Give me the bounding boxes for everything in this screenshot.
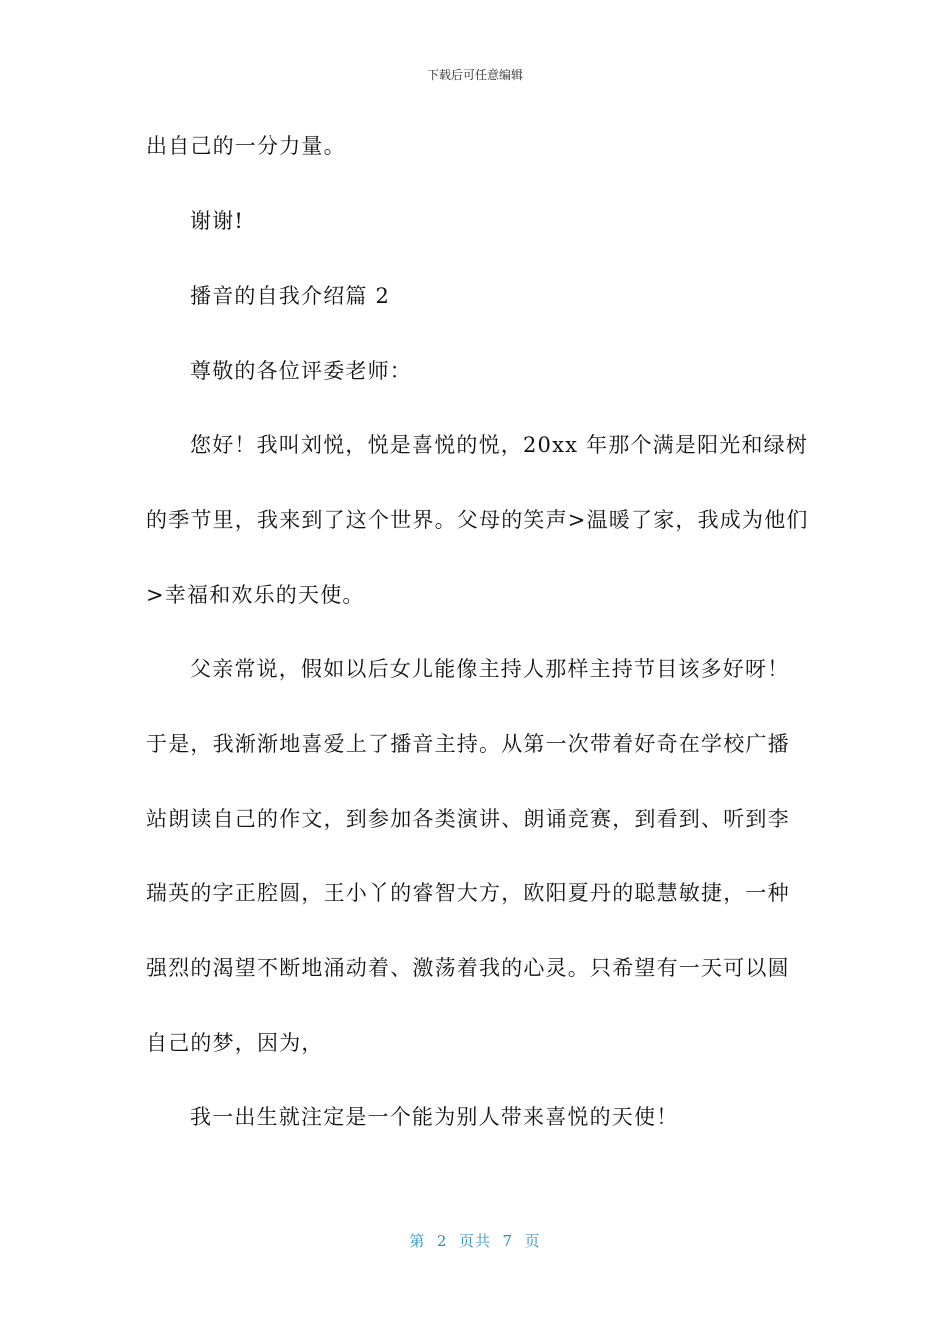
text-line-7: >幸福和欢乐的天使。	[146, 583, 365, 607]
text-line-salutation: 尊敬的各位评委老师：	[190, 359, 412, 383]
text-line-14: 我一出生就注定是一个能为别人带来喜悦的天使！	[190, 1105, 679, 1129]
text-line-8: 父亲常说，假如以后女儿能像主持人那样主持节目该多好呀！	[190, 657, 790, 681]
text-line-10: 站朗读自己的作文，到参加各类演讲、朗诵竞赛，到看到、听到李	[146, 807, 790, 831]
page-header: 下载后可任意编辑	[426, 68, 523, 82]
text-line-6: 的季节里，我来到了这个世界。父母的笑声>温暖了家，我成为他们	[146, 508, 809, 532]
text-line-5: 您好！我叫刘悦，悦是喜悦的悦，20xx 年那个满是阳光和绿树	[190, 433, 809, 457]
text-line-11: 瑞英的字正腔圆，王小丫的睿智大方，欧阳夏丹的聪慧敏捷，一种	[146, 881, 790, 905]
text-line-13: 自己的梦，因为，	[146, 1031, 324, 1055]
text-line-2: 谢谢!	[190, 209, 245, 233]
text-line-12: 强烈的渴望不断地涌动着、激荡着我的心灵。只希望有一天可以圆	[146, 956, 790, 980]
text-line-1: 出自己的一分力量。	[146, 134, 346, 158]
text-line-9: 于是，我渐渐地喜爱上了播音主持。从第一次带着好奇在学校广播	[146, 732, 790, 756]
section-heading: 播音的自我介绍篇 2	[190, 284, 391, 308]
page-number-footer: 第 2 页共 7 页	[409, 1232, 541, 1250]
